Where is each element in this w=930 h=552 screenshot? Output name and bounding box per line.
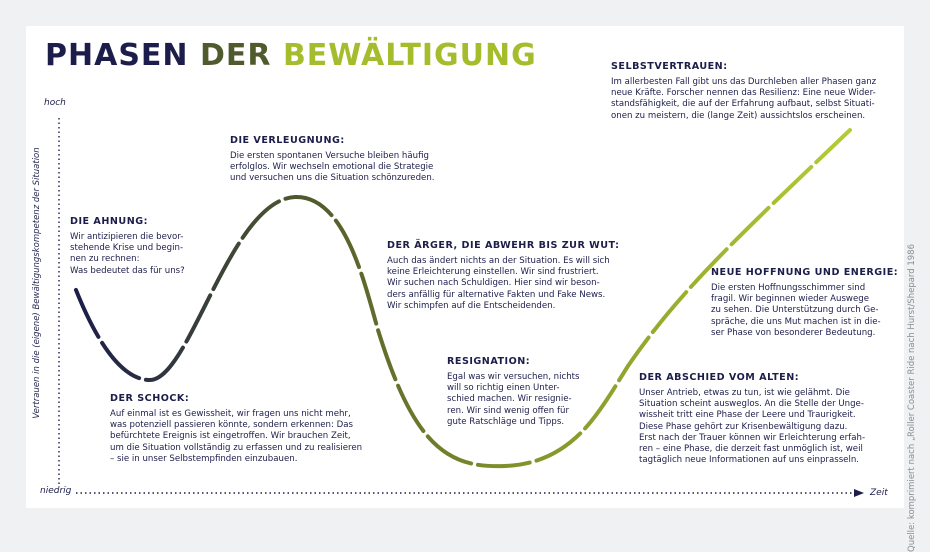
phase-text: Auf einmal ist es Gewissheit, wir fragen uns nicht mehr, was potenziell passieren könnte, sondern erkennen: Das befürchtete Ereignis ist eingetroffen. Wir brauchen Zeit, um die Situation vollständig zu erfassen und zu realisieren – sie in unser Selbstempfinden einzubauen. [110,409,363,464]
phase-text: Unser Antrieb, etwas zu tun, ist wie gelähmt. Die Situation scheint ausweglos. An die Stelle der Unge- wissheit tritt eine Phase der Leere und Traurigkeit. Diese Phase gehört zur Krisenbewältigung dazu. Erst nach der Trauer können wir Erleichterung erfah- ren – eine Phase, die derzeit fast unmöglich ist, weil tagtäglich neue Informationen auf uns einprasseln. [639,388,866,466]
title-word-bewaeltigung: BEWÄLTIGUNG [282,38,537,73]
phase-text: Wir antizipieren die bevor- stehende Krise und begin- nen zu rechnen: Was bedeutet das für uns? [70,232,185,276]
phase-title: SELBSTVERTRAUEN: [611,61,728,72]
phase-text: Die ersten spontanen Versuche bleiben häufig erfolglos. Wir wechseln emotional die Strategie und versuchen uns die Situation schönzureden. [230,151,435,184]
phase-text: Egal was wir versuchen, nichts will so richtig einen Unter- schied machen. Wir resignie- ren. Wir sind wenig offen für gute Ratschläge und Tipps. [447,372,580,427]
phase-selbstvertrauen [611,61,876,122]
phase-neue-hoffnung [711,267,898,339]
phase-title: DIE AHNUNG: [70,216,148,227]
phase-title: DER ABSCHIED VOM ALTEN: [639,372,800,383]
y-axis-low-label: niedrig [40,486,72,496]
phase-abschied [639,372,865,466]
phase-title: RESIGNATION: [447,356,531,367]
phase-title: NEUE HOFFNUNG UND ENERGIE: [711,267,899,278]
y-axis-title: Vertrauen in die (eigene) Bewältigungskompetenz der Situation [32,147,42,419]
phase-title: DER SCHOCK: [110,393,190,404]
phase-verleugnung [230,135,435,185]
source-note: Quelle: komprimiert nach „Roller Coaster Ride nach Hurst/Shepard 1986 [907,244,917,552]
x-axis-arrow-icon [854,489,864,497]
phase-schock [110,393,362,465]
phase-aerger [387,240,619,312]
phase-text: Die ersten Hoffnungsschimmer sind fragil. Wir beginnen wieder Auswege zu sehen. Die Unterstützung durch Ge- spräche, die uns Mut machen ist in die- ser Phase von besonderer Bedeutung. [711,283,881,338]
title-word-phasen: PHASEN [45,38,189,73]
phase-text: Auch das ändert nichts an der Situation. Es will sich keine Erleichterung einstellen. Wir sind frustriert. Wir suchen nach Schuldigen. Hier sind wir beson- ders anfällig für alternative Fakten und Fake News. Wir schimpfen auf die Entscheidenden. [387,256,610,311]
y-axis-high-label: hoch [44,98,66,108]
phase-title: DIE VERLEUGNUNG: [230,135,345,146]
phase-resignation [447,356,580,428]
phase-text: Im allerbesten Fall gibt uns das Durchleben aller Phasen ganz neue Kräfte. Forscher nennen das Resilienz: Eine neue Wider- standsfähigkeit, die auf der Erfahrung aufbaut, selbst Situati- onen zu meistern, die (lange Zeit) aussichtslos erscheinen. [611,77,877,121]
phase-title: DER ÄRGER, DIE ABWEHR BIS ZUR WUT: [387,240,620,251]
phase-ahnung [70,216,185,277]
title-word-der: DER [199,38,272,73]
x-axis-label: Zeit [870,488,888,498]
